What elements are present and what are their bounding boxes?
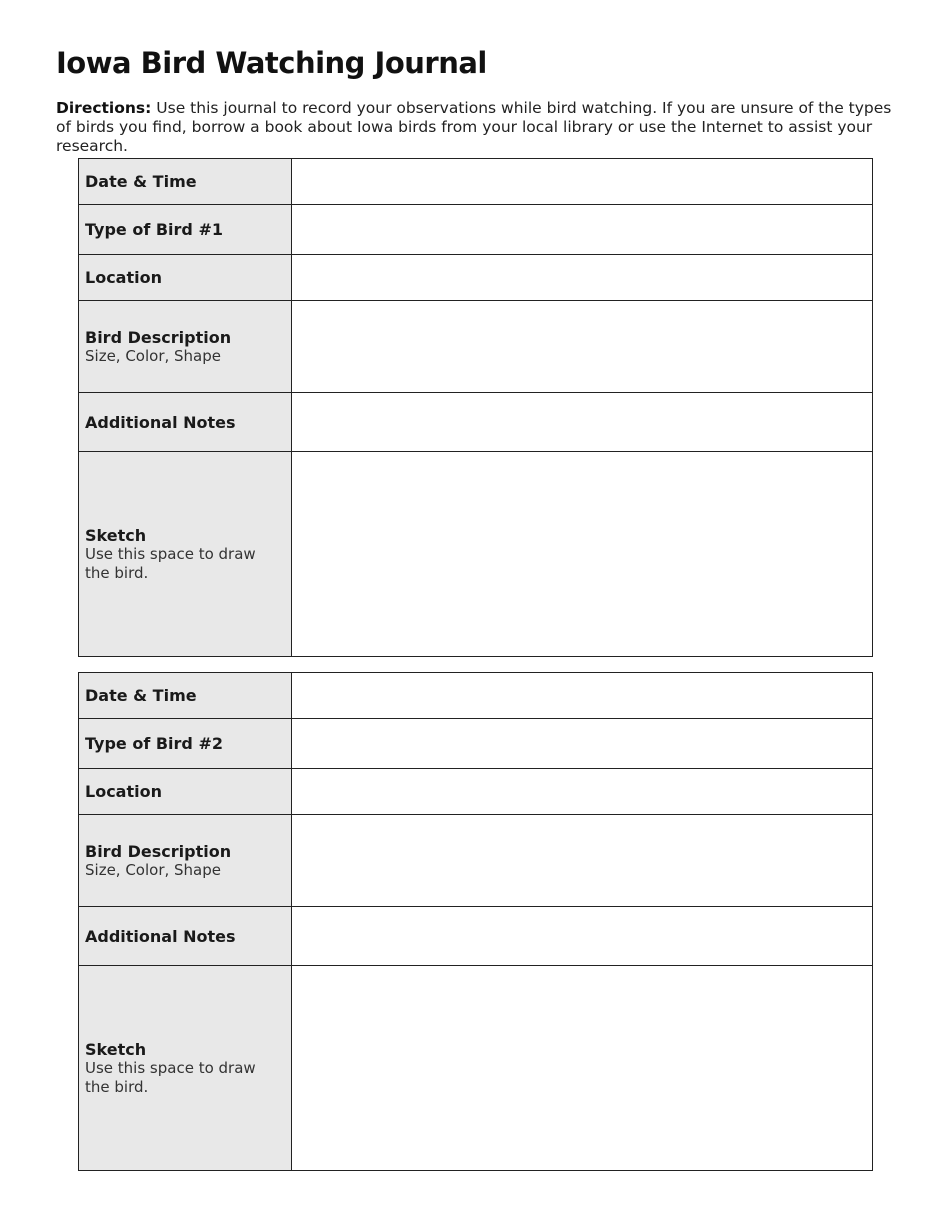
- description-field[interactable]: [292, 815, 873, 907]
- notes-label: Additional Notes: [85, 412, 236, 432]
- bird-type-field[interactable]: [292, 719, 873, 769]
- row-location: [79, 255, 873, 301]
- row-notes: [79, 393, 873, 452]
- location-label: Location: [85, 268, 162, 287]
- directions-label: Directions:: [56, 99, 152, 117]
- directions: [56, 99, 904, 156]
- description-label: Bird Description: [85, 327, 232, 347]
- bird-type-label: Type of Bird #1: [85, 220, 223, 239]
- row-sketch: [79, 452, 873, 657]
- row-bird-type: [79, 719, 873, 769]
- notes-label: Additional Notes: [85, 926, 236, 946]
- date-time-field[interactable]: [292, 673, 873, 719]
- row-date-time: [79, 673, 873, 719]
- row-location: [79, 769, 873, 815]
- sketch-hint: Use this space to draw the bird.: [85, 544, 256, 582]
- row-sketch: [79, 966, 873, 1171]
- description-field[interactable]: [292, 301, 873, 393]
- label-cell: [79, 255, 292, 301]
- bird-type-label: Type of Bird #2: [85, 734, 223, 753]
- sketch-label: Sketch: [85, 1039, 147, 1059]
- bird-type-field[interactable]: [292, 205, 873, 255]
- label-cell: [79, 815, 292, 907]
- label-cell: [79, 673, 292, 719]
- location-field[interactable]: [292, 255, 873, 301]
- journal-entry-1: [78, 158, 873, 657]
- directions-text: Use this journal to record your observations while bird watching. If you are unsure of the types of birds you find, borrow a book about Iowa birds from your local library or use the Internet to assist your research.: [56, 99, 892, 155]
- notes-field[interactable]: [292, 393, 873, 452]
- row-date-time: [79, 159, 873, 205]
- journal-entry-2: [78, 672, 873, 1171]
- label-cell: [79, 301, 292, 393]
- description-hint: Size, Color, Shape: [85, 346, 221, 365]
- sketch-label: Sketch: [85, 525, 147, 545]
- notes-field[interactable]: [292, 907, 873, 966]
- label-cell: [79, 907, 292, 966]
- description-label: Bird Description: [85, 841, 232, 861]
- page-title: Iowa Bird Watching Journal: [56, 46, 487, 80]
- row-notes: [79, 907, 873, 966]
- row-bird-type: [79, 205, 873, 255]
- label-cell: [79, 966, 292, 1171]
- date-time-field[interactable]: [292, 159, 873, 205]
- description-hint: Size, Color, Shape: [85, 860, 221, 879]
- label-cell: [79, 452, 292, 657]
- date-time-label: Date & Time: [85, 172, 197, 191]
- row-description: [79, 815, 873, 907]
- label-cell: [79, 159, 292, 205]
- sketch-hint: Use this space to draw the bird.: [85, 1058, 256, 1096]
- location-label: Location: [85, 782, 162, 801]
- label-cell: [79, 769, 292, 815]
- row-description: [79, 301, 873, 393]
- label-cell: [79, 393, 292, 452]
- label-cell: [79, 205, 292, 255]
- location-field[interactable]: [292, 769, 873, 815]
- label-cell: [79, 719, 292, 769]
- sketch-area[interactable]: [292, 452, 873, 657]
- date-time-label: Date & Time: [85, 686, 197, 705]
- sketch-area[interactable]: [292, 966, 873, 1171]
